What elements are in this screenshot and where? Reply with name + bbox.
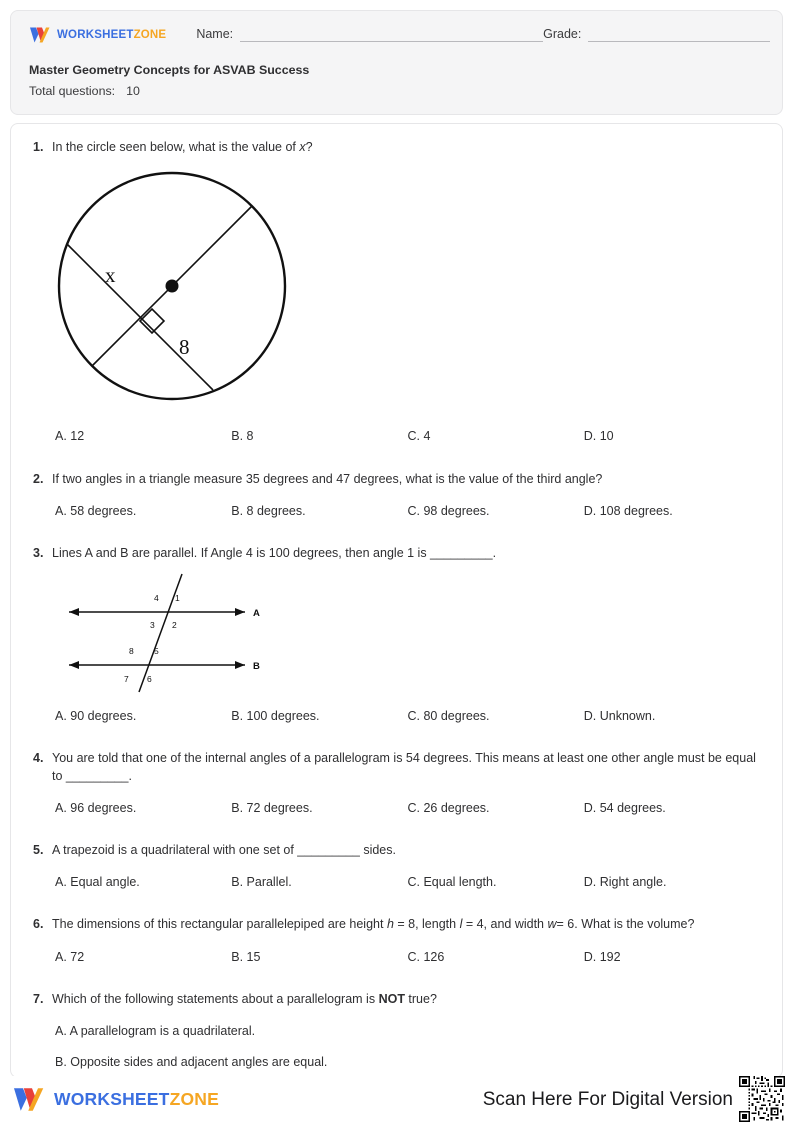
question-1 <box>33 138 760 445</box>
question-4-choice-a[interactable]: A. 96 degrees. <box>55 801 137 815</box>
question-5-choice-c[interactable]: C. Equal length. <box>407 875 497 890</box>
question-3-choice-b[interactable]: B. 100 degrees. <box>231 708 320 723</box>
footer-brand-name-part2: ZONE <box>169 1088 219 1109</box>
question-6-text <box>52 915 760 933</box>
page-footer <box>0 1076 793 1122</box>
header-body <box>29 63 764 99</box>
question-4-choice-c[interactable]: C. 26 degrees. <box>407 801 490 815</box>
question-4-text: You are told that one of the internal angles of a parallelogram is 54 degrees. This means at least one other angle must be equal to _________. <box>52 750 756 783</box>
footer-scan-group[interactable] <box>483 1076 785 1122</box>
question-1-prompt <box>33 138 760 156</box>
q6-part-0: The dimensions of this rectangular parallelepiped are height <box>52 917 387 932</box>
question-3-choice-a[interactable]: A. 90 degrees. <box>55 708 137 723</box>
question-5-choice-a[interactable]: A. Equal angle. <box>55 875 140 890</box>
worksheet-title: Master Geometry Concepts for ASVAB Success <box>29 63 310 77</box>
angle-label-5: 5 <box>154 645 159 656</box>
parallel-line-b-label: B <box>253 660 260 672</box>
question-7-number: 7. <box>33 991 44 1006</box>
question-3-text: Lines A and B are parallel. If Angle 4 is 100 degrees, then angle 1 is _________. <box>52 545 497 560</box>
question-3-choices <box>33 707 760 725</box>
question-1-text-after: ? <box>305 140 313 154</box>
question-3-number: 3. <box>33 545 44 560</box>
question-5-choice-b[interactable]: B. Parallel. <box>231 875 292 890</box>
brand-name-part2: ZONE <box>133 29 167 41</box>
question-6-choice-a[interactable]: A. 72 <box>55 949 85 964</box>
question-3-choice-d[interactable]: D. Unknown. <box>583 708 656 723</box>
name-field[interactable] <box>196 28 543 43</box>
question-2-text: If two angles in a triangle measure 35 degrees and 47 degrees, what is the value of the third angle? <box>52 472 603 487</box>
angle-label-7: 7 <box>124 673 129 684</box>
question-2-number: 2. <box>33 472 44 487</box>
question-4-choices <box>33 799 760 817</box>
question-5-text: A trapezoid is a quadrilateral with one set of _________ sides. <box>52 843 396 858</box>
brand-name-part1: WORKSHEET <box>57 29 134 41</box>
question-2-choice-a[interactable]: A. 58 degrees. <box>55 504 137 519</box>
question-7-text-after: true? <box>404 991 437 1006</box>
q6-part-4: = 4, and width <box>462 917 548 932</box>
question-7-text-before: Which of the following statements about a parallelogram is <box>52 991 379 1006</box>
question-6-number: 6. <box>33 917 44 932</box>
question-6-prompt <box>33 915 760 933</box>
line-a-right-arrow-icon <box>235 608 245 616</box>
question-7-choice-a[interactable]: A. A parallelogram is a quadrilateral. <box>55 1023 256 1038</box>
question-5 <box>33 841 760 891</box>
name-label: Name: <box>196 26 234 41</box>
footer-brand-name-part1: WORKSHEET <box>54 1088 170 1109</box>
question-4-choice-d[interactable]: D. 54 degrees. <box>583 801 666 815</box>
line-a-left-arrow-icon <box>69 608 79 616</box>
angle-label-4: 4 <box>154 592 159 603</box>
angle-label-8: 8 <box>129 645 134 656</box>
footer-brand-logo[interactable] <box>12 1086 219 1113</box>
question-2 <box>33 470 760 520</box>
question-2-choices <box>33 502 760 520</box>
question-6 <box>33 915 760 965</box>
question-1-choices <box>33 427 760 445</box>
question-4-prompt <box>33 749 760 785</box>
question-3-prompt <box>33 544 760 562</box>
circle-label-x: x <box>105 263 116 288</box>
question-7-choice-b[interactable]: B. Opposite sides and adjacent angles are equal. <box>55 1054 328 1069</box>
angle-label-1: 1 <box>175 592 180 603</box>
footer-worksheet-zone-w-logo-icon <box>12 1086 46 1113</box>
parallel-line-a-label: A <box>253 607 260 619</box>
angle-label-3: 3 <box>150 619 155 630</box>
line-b-left-arrow-icon <box>69 661 79 669</box>
total-questions-label: Total questions: <box>29 83 116 98</box>
circle-label-8: 8 <box>179 335 190 360</box>
q6-var-w: w <box>547 917 557 932</box>
name-input-rule[interactable] <box>240 28 543 42</box>
question-4-number: 4. <box>33 750 44 765</box>
question-1-variable: x <box>299 140 306 154</box>
question-5-choice-d[interactable]: D. Right angle. <box>583 875 667 890</box>
grade-field[interactable] <box>543 28 770 43</box>
question-2-prompt <box>33 470 760 488</box>
question-1-text-before: In the circle seen below, what is the value of <box>52 140 300 154</box>
question-6-choice-d[interactable]: D. 192 <box>583 949 621 964</box>
worksheet-zone-w-logo-icon <box>29 26 51 44</box>
transversal-line <box>139 574 182 692</box>
q6-part-6: = 6. What is the volume? <box>556 917 695 932</box>
question-1-choice-c[interactable]: C. 4 <box>407 429 431 444</box>
question-7-text-not: NOT <box>378 991 405 1006</box>
question-2-choice-c[interactable]: C. 98 degrees. <box>407 504 490 519</box>
question-7 <box>33 990 760 1078</box>
question-1-choice-b[interactable]: B. 8 <box>231 429 254 444</box>
total-questions-value: 10 <box>126 83 140 98</box>
q6-part-2: = 8, length <box>393 917 460 932</box>
question-7-choices <box>33 1022 760 1078</box>
angle-label-6: 6 <box>147 673 152 684</box>
question-5-number: 5. <box>33 843 44 858</box>
header-top-row <box>11 11 782 59</box>
figure-parallel-lines-transversal <box>55 568 760 703</box>
circle-diagram-svg <box>55 164 305 416</box>
line-b-right-arrow-icon <box>235 661 245 669</box>
q6-var-h: h <box>386 917 394 932</box>
question-1-number: 1. <box>33 140 44 154</box>
question-1-text <box>52 138 760 156</box>
question-4 <box>33 749 760 817</box>
q6-var-l: l <box>459 917 463 932</box>
worksheet-header-card <box>10 10 783 115</box>
question-6-choice-b[interactable]: B. 15 <box>231 949 261 964</box>
brand-logo[interactable] <box>29 26 166 44</box>
question-6-choice-c[interactable]: C. 126 <box>407 949 445 964</box>
question-2-choice-d[interactable]: D. 108 degrees. <box>583 504 673 519</box>
question-1-choice-d[interactable]: D. 10 <box>583 429 614 444</box>
grade-label: Grade: <box>543 26 582 41</box>
brand-logo-text <box>57 29 166 41</box>
question-5-prompt <box>33 841 760 859</box>
footer-brand-logo-text <box>54 1089 219 1110</box>
question-2-choice-b[interactable]: B. 8 degrees. <box>231 504 306 519</box>
qr-code-icon[interactable] <box>739 1076 785 1122</box>
question-4-choice-b[interactable]: B. 72 degrees. <box>231 801 313 815</box>
questions-container <box>11 124 782 1078</box>
figure-circle-perpendicular-chords <box>55 164 760 421</box>
question-3-choice-c[interactable]: C. 80 degrees. <box>407 708 490 723</box>
total-questions-row <box>29 84 764 100</box>
question-6-choices <box>33 948 760 966</box>
question-7-prompt <box>33 990 760 1008</box>
question-5-choices <box>33 873 760 891</box>
angle-label-2: 2 <box>172 619 177 630</box>
parallel-lines-diagram-svg <box>55 568 285 698</box>
circle-center-dot-icon <box>166 280 179 293</box>
question-7-text <box>52 990 760 1008</box>
question-3 <box>33 544 760 725</box>
worksheet-content-card <box>10 123 783 1078</box>
scan-here-text: Scan Here For Digital Version <box>482 1088 733 1110</box>
question-1-choice-a[interactable]: A. 12 <box>55 429 85 444</box>
grade-input-rule[interactable] <box>588 28 770 42</box>
